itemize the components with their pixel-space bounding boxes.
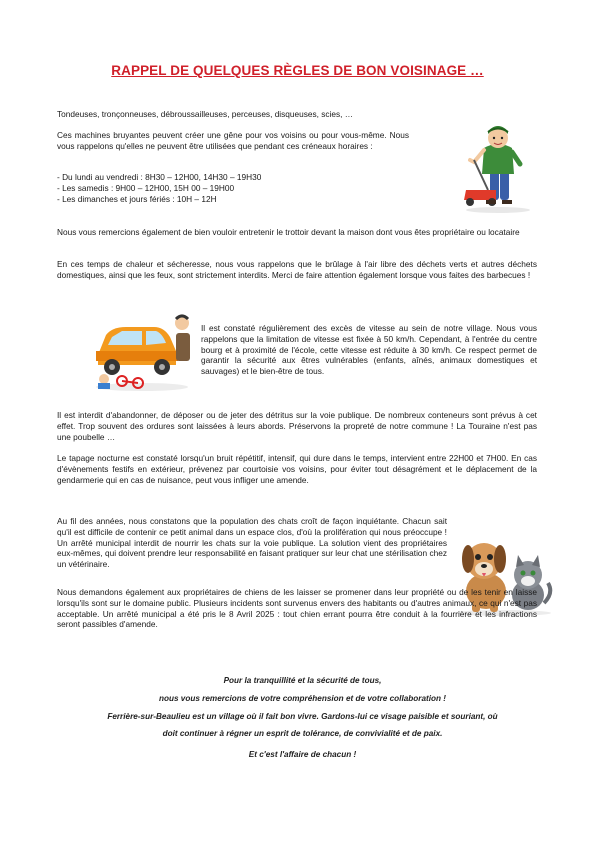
schedule-weekdays: - Du lundi au vendredi : 8H30 – 12H00, 14H30 – 19H30 xyxy=(57,172,262,182)
schedule-list xyxy=(57,172,409,204)
dogs-paragraph-wrap xyxy=(57,587,537,630)
page-title: RAPPEL DE QUELQUES RÈGLES DE BON VOISINAGE … xyxy=(111,63,484,78)
sidewalk-paragraph: Nous vous remercions également de bien vouloir entretenir le trottoir devant la maison dont vous êtes propriétaire ou locataire xyxy=(57,227,520,237)
dogs-paragraph: Nous demandons également aux propriétaires de chiens de les laisser se promener dans leur propriété ou de les tenir en laisse lorsqu'ils sont sur le domaine public. Plusieurs incidents sont survenus envers des habitants ou d'autres animaux, ce qui n'est pas acceptable. Un arrêté municipal a été pris le 8 Avril 2025 : tout chien errant pourra être conduit à la fourrière et les infractions seront passibles d'amende. xyxy=(57,587,537,630)
closing-line-5: Et c'est l'affaire de chacun ! xyxy=(248,750,357,759)
car-accident-illustration xyxy=(92,305,194,393)
night-noise-paragraph: Le tapage nocturne est constaté lorsqu'un bruit répétitif, intensif, qui dure dans le temps, intervient entre 22H00 et 7H00. En cas d'évènements festifs en extérieur, prévenez par courtoisie vos voisins, pour éviter tout désagrément et le déplacement de la gendarmerie qui en cas de nuisance, peut vous infliger une amende. xyxy=(57,453,537,485)
schedule-sundays: - Les dimanches et jours fériés : 10H – 12H xyxy=(57,193,217,204)
tools-intro: Tondeuses, tronçonneuses, débroussailleuses, perceuses, disqueuses, scies, … xyxy=(57,109,354,119)
cats-paragraph: Au fil des années, nous constatons que la population des chats croît de façon inquiétante. Chacun sait qu'il est difficile de contenir ce petit animal dans un espace clos, d'où la prolifération qui nous préoccupe ! Un arrêté municipal interdit de nourrir les chats sur la voie publique. La solution vient des propriétaires eux-mêmes, qui doivent prendre leur responsabilité en faisant pratiquer sur leur chat une stérilisation chez un vétérinaire. xyxy=(57,516,447,570)
burning-paragraph: En ces temps de chaleur et sécheresse, nous vous rappelons que le brûlage à l'air libre des déchets verts et autres déchets domestiques, ainsi que les feux, sont strictement interdits. Merci de faire attention également lorsque vous faites des barbecues ! xyxy=(57,259,537,280)
lawnmower-gardener-illustration xyxy=(462,120,534,214)
closing-line-2: nous vous remercions de votre compréhension et de votre collaboration ! xyxy=(158,694,447,703)
schedule-saturdays: - Les samedis : 9H00 – 12H00, 15H 00 – 19H00 xyxy=(57,182,235,193)
closing-line-4: doit continuer à régner un esprit de tolérance, de convivialité et de paix. xyxy=(162,729,443,738)
litter-paragraph: Il est interdit d'abandonner, de déposer ou de jeter des détritus sur la voie publique. De nombreux conteneurs sont prévus à cet effet. Trop souvent des ordures sont laissées à leurs abords. Préservons la propreté de notre commune ! La Touraine n'est pas une poubelle … xyxy=(57,410,537,442)
speed-paragraph: Il est constaté régulièrement des excès de vitesse au sein de notre village. Nous vous rappelons que la limitation de vitesse est fixée à 50 km/h. Cependant, à l'entrée du centre bourg et à proximité de l'école, cette vitesse est réduite à 30 km/h. Ce respect permet de garantir la sécurité aux êtres vulnérables (enfants, aînés, animaux domestiques et sauvages) et le bien-être de tous. xyxy=(201,323,537,377)
closing-line-3: Ferrière-sur-Beaulieu est un village où il fait bon vivre. Gardons-lui ce visage paisible et souriant, où xyxy=(107,712,498,721)
noise-paragraph: Ces machines bruyantes peuvent créer une gêne pour vos voisins ou pour vous-même. Nous vous rappelons qu'elles ne peuvent être utilisées que pendant ces créneaux horaires : xyxy=(57,130,409,151)
closing-line-1: Pour la tranquillité et la sécurité de tous, xyxy=(223,676,382,685)
